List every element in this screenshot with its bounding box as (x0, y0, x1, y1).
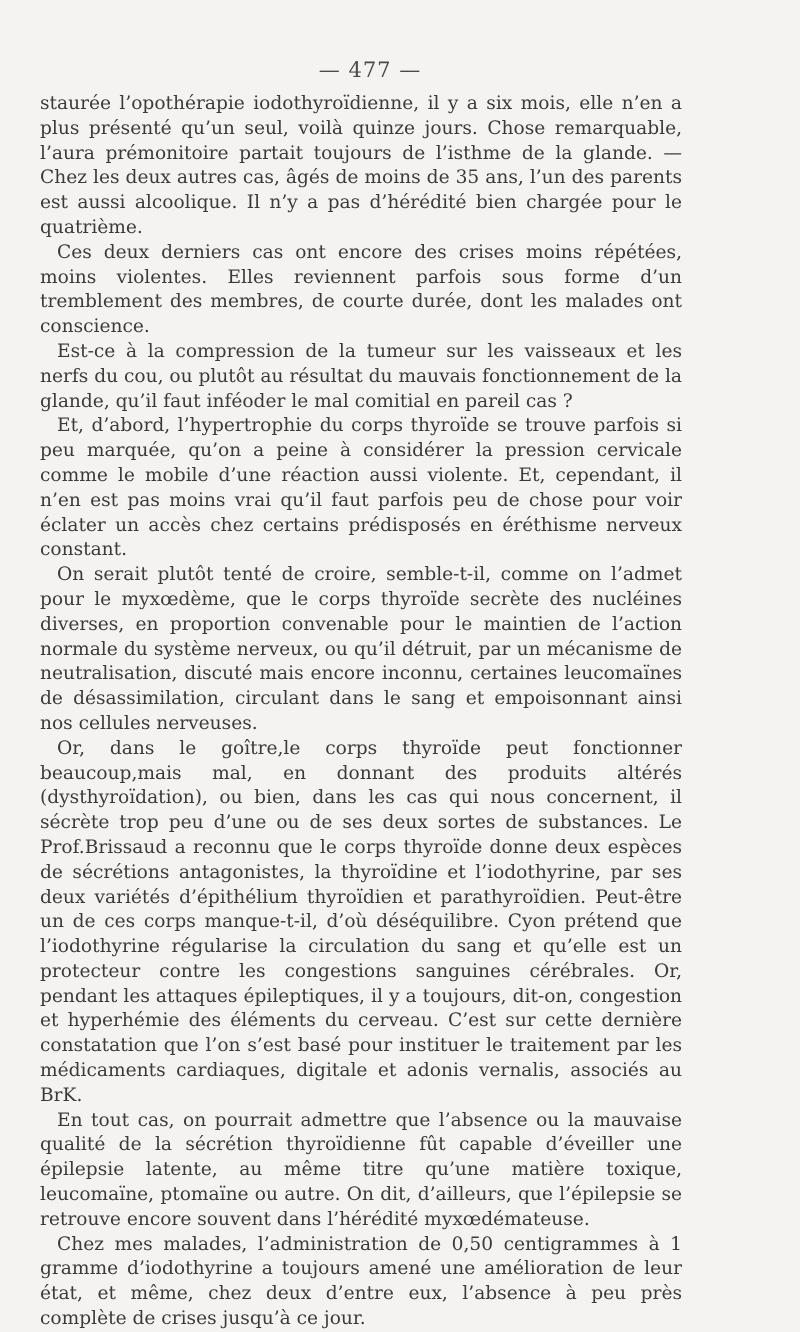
paragraph-2: Ces deux derniers cas ont encore des crises moins répétées, moins violentes. Elles reviennent parfois sous forme d’un tremblement des membres, de courte durée, dont les malades ont conscience. (40, 241, 682, 338)
paragraph-3: Est-ce à la compression de la tumeur sur les vaisseaux et les nerfs du cou, ou plutôt au résultat du mauvais fonctionnement de la glande, qu’il faut inféoder le mal comitial en pareil cas ? (40, 340, 682, 412)
body-text (40, 92, 682, 1332)
paragraph-6: Or, dans le goître,le corps thyroïde peut fonctionner beaucoup,mais mal, en donnant des produits altérés (dysthyroïdation), ou bien, dans les cas qui nous concernent, il sécrète trop peu d’une ou de ses deux sortes de substances. Le Prof.Brissaud a reconnu que le corps thyroïde donne deux espèces de sécrétions antagonistes, la thyroïdine et l’iodothyrine, par ses deux variétés d’épithélium thyroïdien et parathyroïdien. Peut-être un de ces corps manque-t-il, d’où déséquilibre. Cyon prétend que l’iodothyrine régularise la circulation du sang et qu’elle est un protecteur contre les congestions sanguines cérébrales. Or, pendant les attaques épileptiques, il y a toujours, dit-on, congestion et hyperhémie des éléments du cerveau. C’est sur cette dernière constatation que l’on s’est basé pour instituer le traitement par les médicaments cardiaques, digitale et adonis vernalis, associés au BrK. (40, 737, 682, 1106)
paragraph-5: On serait plutôt tenté de croire, semble-t-il, comme on l’admet pour le myxœdème, que le corps thyroïde secrète des nucléines diverses, en proportion convenable pour le maintien de l’action normale du système nerveux, ou qu’il détruit, par un mécanisme de neutralisation, discuté mais encore inconnu, certaines leucomaïnes de désassimilation, circulant dans le sang et empoisonnant ainsi nos cellules nerveuses. (40, 564, 682, 734)
page-number: — 477 — (318, 58, 422, 82)
paragraph-1: staurée l’opothérapie iodothyroïdienne, il y a six mois, elle n’en a plus présenté qu’un seul, voilà quinze jours. Chose remarquable, l’aura prémonitoire partait toujours de l’isthme de la glande. — Chez les deux autres cas, âgés de moins de 35 ans, l’un des parents est aussi alcoolique. Il n’y a pas d’hérédité bien chargée pour le quatrième. (40, 93, 682, 238)
paragraph-8: Chez mes malades, l’administration de 0,50 centigrammes à 1 gramme d’iodothyrine a toujours amené une amélioration de leur état, et même, chez deux d’entre eux, l’absence à peu près complète de crises jusqu’à ce jour. (40, 1233, 682, 1330)
paragraph-4: Et, d’abord, l’hypertrophie du corps thyroïde se trouve parfois si peu marquée, qu’on a peine à considérer la pression cervicale comme le mobile d’une réaction aussi violente. Et, cependant, il n’en est pas moins vrai qu’il faut parfois peu de chose pour voir éclater un accès chez certains prédisposés en éréthisme nerveux constant. (40, 415, 682, 561)
paragraph-7: En tout cas, on pourrait admettre que l’absence ou la mauvaise qualité de la sécrétion thyroïdienne fût capable d’éveiller une épilepsie latente, au même titre qu’une matière toxique, leucomaïne, ptomaïne ou autre. On dit, d’ailleurs, que l’épilepsie se retrouve encore souvent dans l’hérédité myxœdémateuse. (40, 1109, 682, 1230)
